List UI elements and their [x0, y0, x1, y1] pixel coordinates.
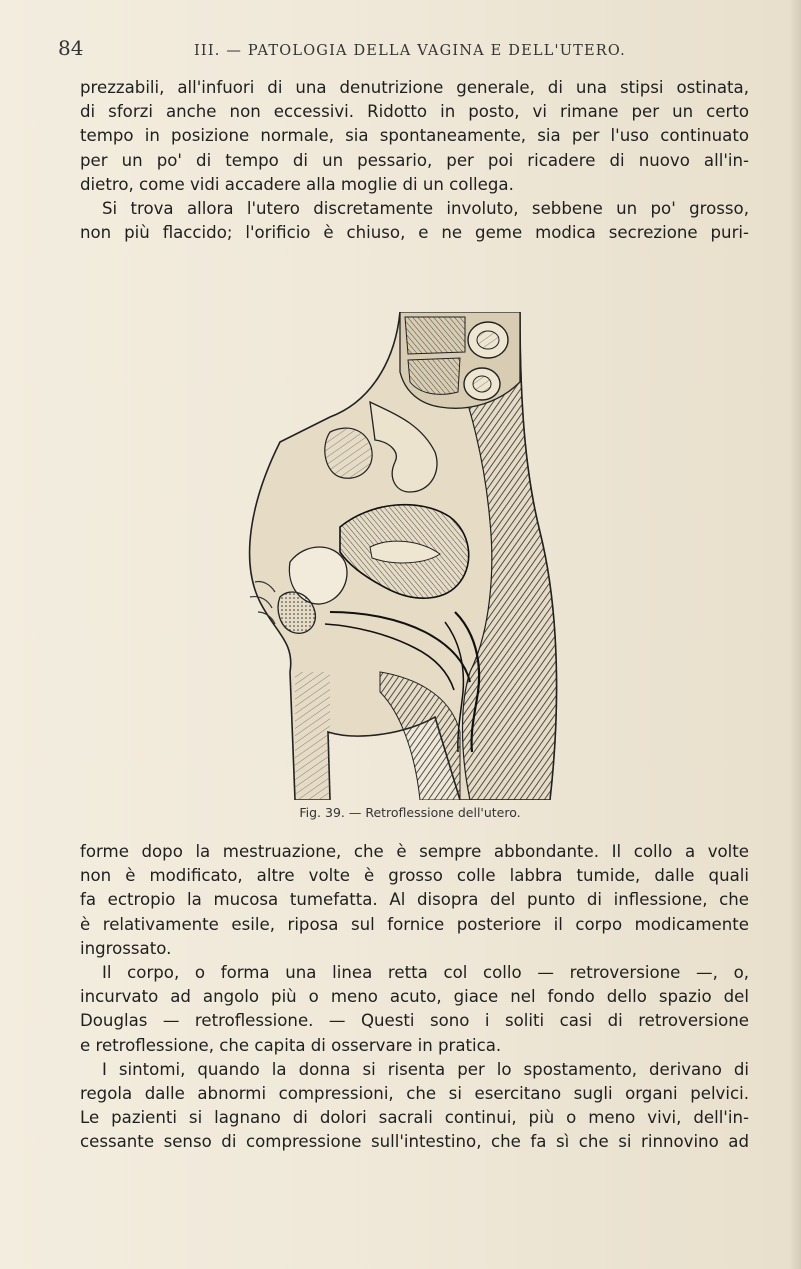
text-line: fa ectropio la mucosa tumefatta. Al disopra del punto di inflessione, che: [80, 890, 749, 910]
anatomical-illustration-retroflexion: [220, 312, 565, 800]
page-edge-shadow: [789, 0, 801, 1269]
text-line: per un po' di tempo di un pessario, per poi ricadere di nuovo all'in-: [80, 150, 749, 170]
figure-caption: Fig. 39. — Retroflessione dell'utero.: [299, 805, 521, 820]
text-line: forme dopo la mestruazione, che è sempre abbondante. Il collo a volte: [80, 842, 749, 861]
text-line: è relativamente esile, riposa sul fornice posteriore il corpo modicamente: [80, 914, 749, 934]
text-line: e retroflessione, che capita di osservare in pratica.: [80, 1035, 502, 1055]
text-line: I sintomi, quando la donna si risenta per lo spostamento, derivano di: [102, 1059, 749, 1079]
text-line: Il corpo, o forma una linea retta col collo — retroversione —, o,: [102, 963, 749, 983]
text-line: dietro, come vidi accadere alla moglie di un collega.: [80, 174, 514, 194]
pelvis-section-drawing: [220, 312, 565, 800]
body-text-bottom: [80, 840, 749, 1155]
body-text-top: [80, 76, 749, 245]
text-line: tempo in posizione normale, sia spontaneamente, sia per l'uso continuato: [80, 126, 749, 146]
text-line: Le pazienti si lagnano di dolori sacrali continui, più o meno vivi, dell'in-: [80, 1108, 749, 1128]
text-line: ingrossato.: [80, 938, 172, 958]
text-line: cessante senso di compressione sull'intestino, che fa sì che si rinnovino ad: [80, 1132, 749, 1152]
text-line: di sforzi anche non eccessivi. Ridotto in posto, vi rimane per un certo: [80, 102, 749, 122]
text-line: incurvato ad angolo più o meno acuto, giace nel fondo dello spazio del: [80, 987, 749, 1007]
text-line: prezzabili, all'infuori di una denutrizione generale, di una stipsi ostinata,: [80, 78, 749, 97]
running-head: [58, 36, 748, 62]
running-title: III. — PATOLOGIA DELLA VAGINA E DELL'UTERO.: [194, 43, 626, 59]
text-line: regola dalle abnormi compressioni, che si esercitano sugli organi pelvici.: [80, 1084, 749, 1104]
page-number: 84: [58, 36, 84, 60]
text-line: Douglas — retroflessione. — Questi sono i soliti casi di retroversione: [80, 1011, 749, 1031]
text-line: non più flaccido; l'orificio è chiuso, e ne geme modica secrezione puri-: [80, 223, 749, 243]
text-line: Si trova allora l'utero discretamente involuto, sebbene un po' grosso,: [102, 199, 749, 219]
text-line: non è modificato, altre volte è grosso colle labbra tumide, dalle quali: [80, 866, 749, 886]
